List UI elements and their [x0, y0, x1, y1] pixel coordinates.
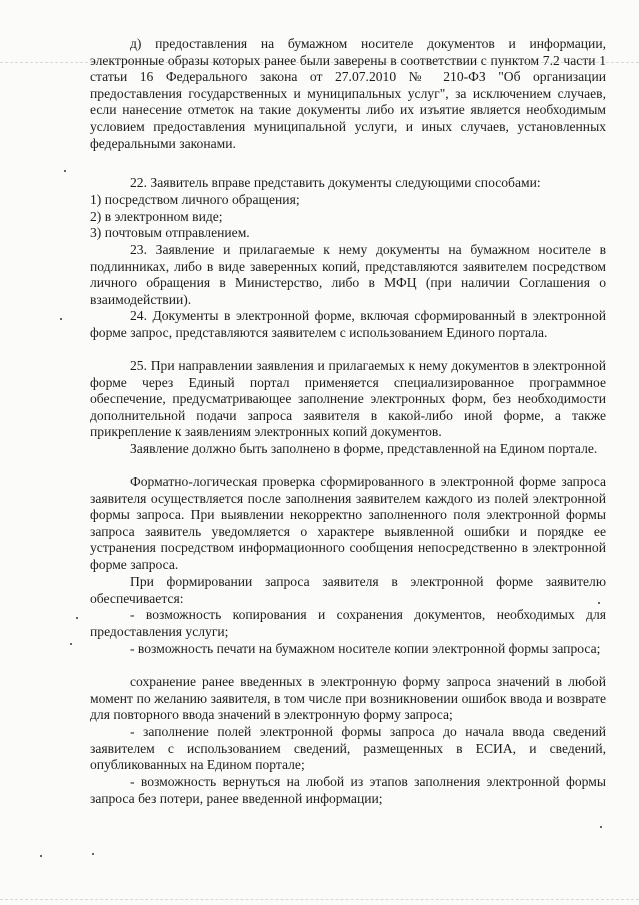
paragraph-ensure: При формировании запроса заявителя в электронной форме заявителю обеспечивается: [90, 574, 606, 606]
scan-speck [70, 643, 72, 645]
bullet-return: - возможность вернуться на любой из этапов заполнения электронной формы запроса без потери, ранее введенной информации; [90, 774, 606, 806]
scan-edge-bottom [0, 899, 639, 900]
paragraph-d: д) предоставления на бумажном носителе документов и информации, электронные образы которых ранее были заверены в соответствии с пунктом 7.2 части 1 статьи 16 Федерального закона от 27.07.2010 № 210-ФЗ "Об организации предоставления государственных и муниципальных услуг", за исключением случаев, если нанесение отметок на такие документы либо их изъятие является необходимым условием предоставления муниципальной услуги, и иных случаев, установленных федеральными законами. [90, 36, 606, 151]
scan-speck [40, 855, 42, 857]
scan-speck [64, 170, 66, 172]
paragraph-23: 23. Заявление и прилагаемые к нему документы на бумажном носителе в подлинниках, либо в виде заверенных копий, представляются заявителем посредством личного обращения в Министерство, либо в МФЦ (при наличии Соглашения о взаимодействии). [90, 242, 606, 307]
scan-speck [598, 602, 600, 604]
scan-speck [92, 853, 94, 855]
paragraph-22: 22. Заявитель вправе представить документы следующими способами: [130, 175, 541, 190]
scan-speck [600, 826, 602, 828]
bullet-copy: - возможность копирования и сохранения документов, необходимых для предоставления услуги; [90, 607, 606, 639]
bullet-save: сохранение ранее введенных в электронную форму запроса значений в любой момент по желанию заявителя, в том числе при возникновении ошибок ввода и возврате для повторного ввода значений в электронную форму запроса; [90, 674, 606, 723]
paragraph-22-list [90, 192, 606, 242]
list-item: 1) посредством личного обращения; [90, 192, 300, 207]
paragraph-check: Форматно-логическая проверка сформированного в электронной форме запроса заявителя осуществляется после заполнения заявителем каждого из полей электронной формы запроса. При выявлении некорректно заполненного поля электронной формы запроса заявитель уведомляется о характере выявленной ошибки и порядке ее устранения посредством информационного сообщения непосредственно в электронной форме запроса. [90, 474, 606, 572]
paragraph-24: 24. Документы в электронной форме, включая сформированный в электронной форме запрос, представляются заявителем с использованием Единого портала. [90, 308, 606, 340]
scan-speck [76, 617, 78, 619]
scan-speck [60, 318, 62, 320]
paragraph-25: 25. При направлении заявления и прилагаемых к нему документов в электронной форме через Единый портал применяется специализированное программное обеспечение, предусматривающее заполнение электронных форм, без необходимости дополнительной подачи запроса заявителя в какой-либо иной форме, а также прикрепление к заявлениям электронных копий документов. [90, 358, 606, 440]
list-item: 2) в электронном виде; [90, 208, 223, 224]
paragraph-form: Заявление должно быть заполнено в форме, представленной на Едином портале. [130, 441, 598, 456]
list-item: 3) почтовым отправлением. [90, 225, 250, 241]
bullet-fill: - заполнение полей электронной формы запроса до начала ввода сведений заявителем с использованием сведений, размещенных в ЕСИА, и сведений, опубликованных на Едином портале; [90, 724, 606, 773]
bullet-print: - возможность печати на бумажном носителе копии электронной формы запроса; [130, 641, 601, 656]
